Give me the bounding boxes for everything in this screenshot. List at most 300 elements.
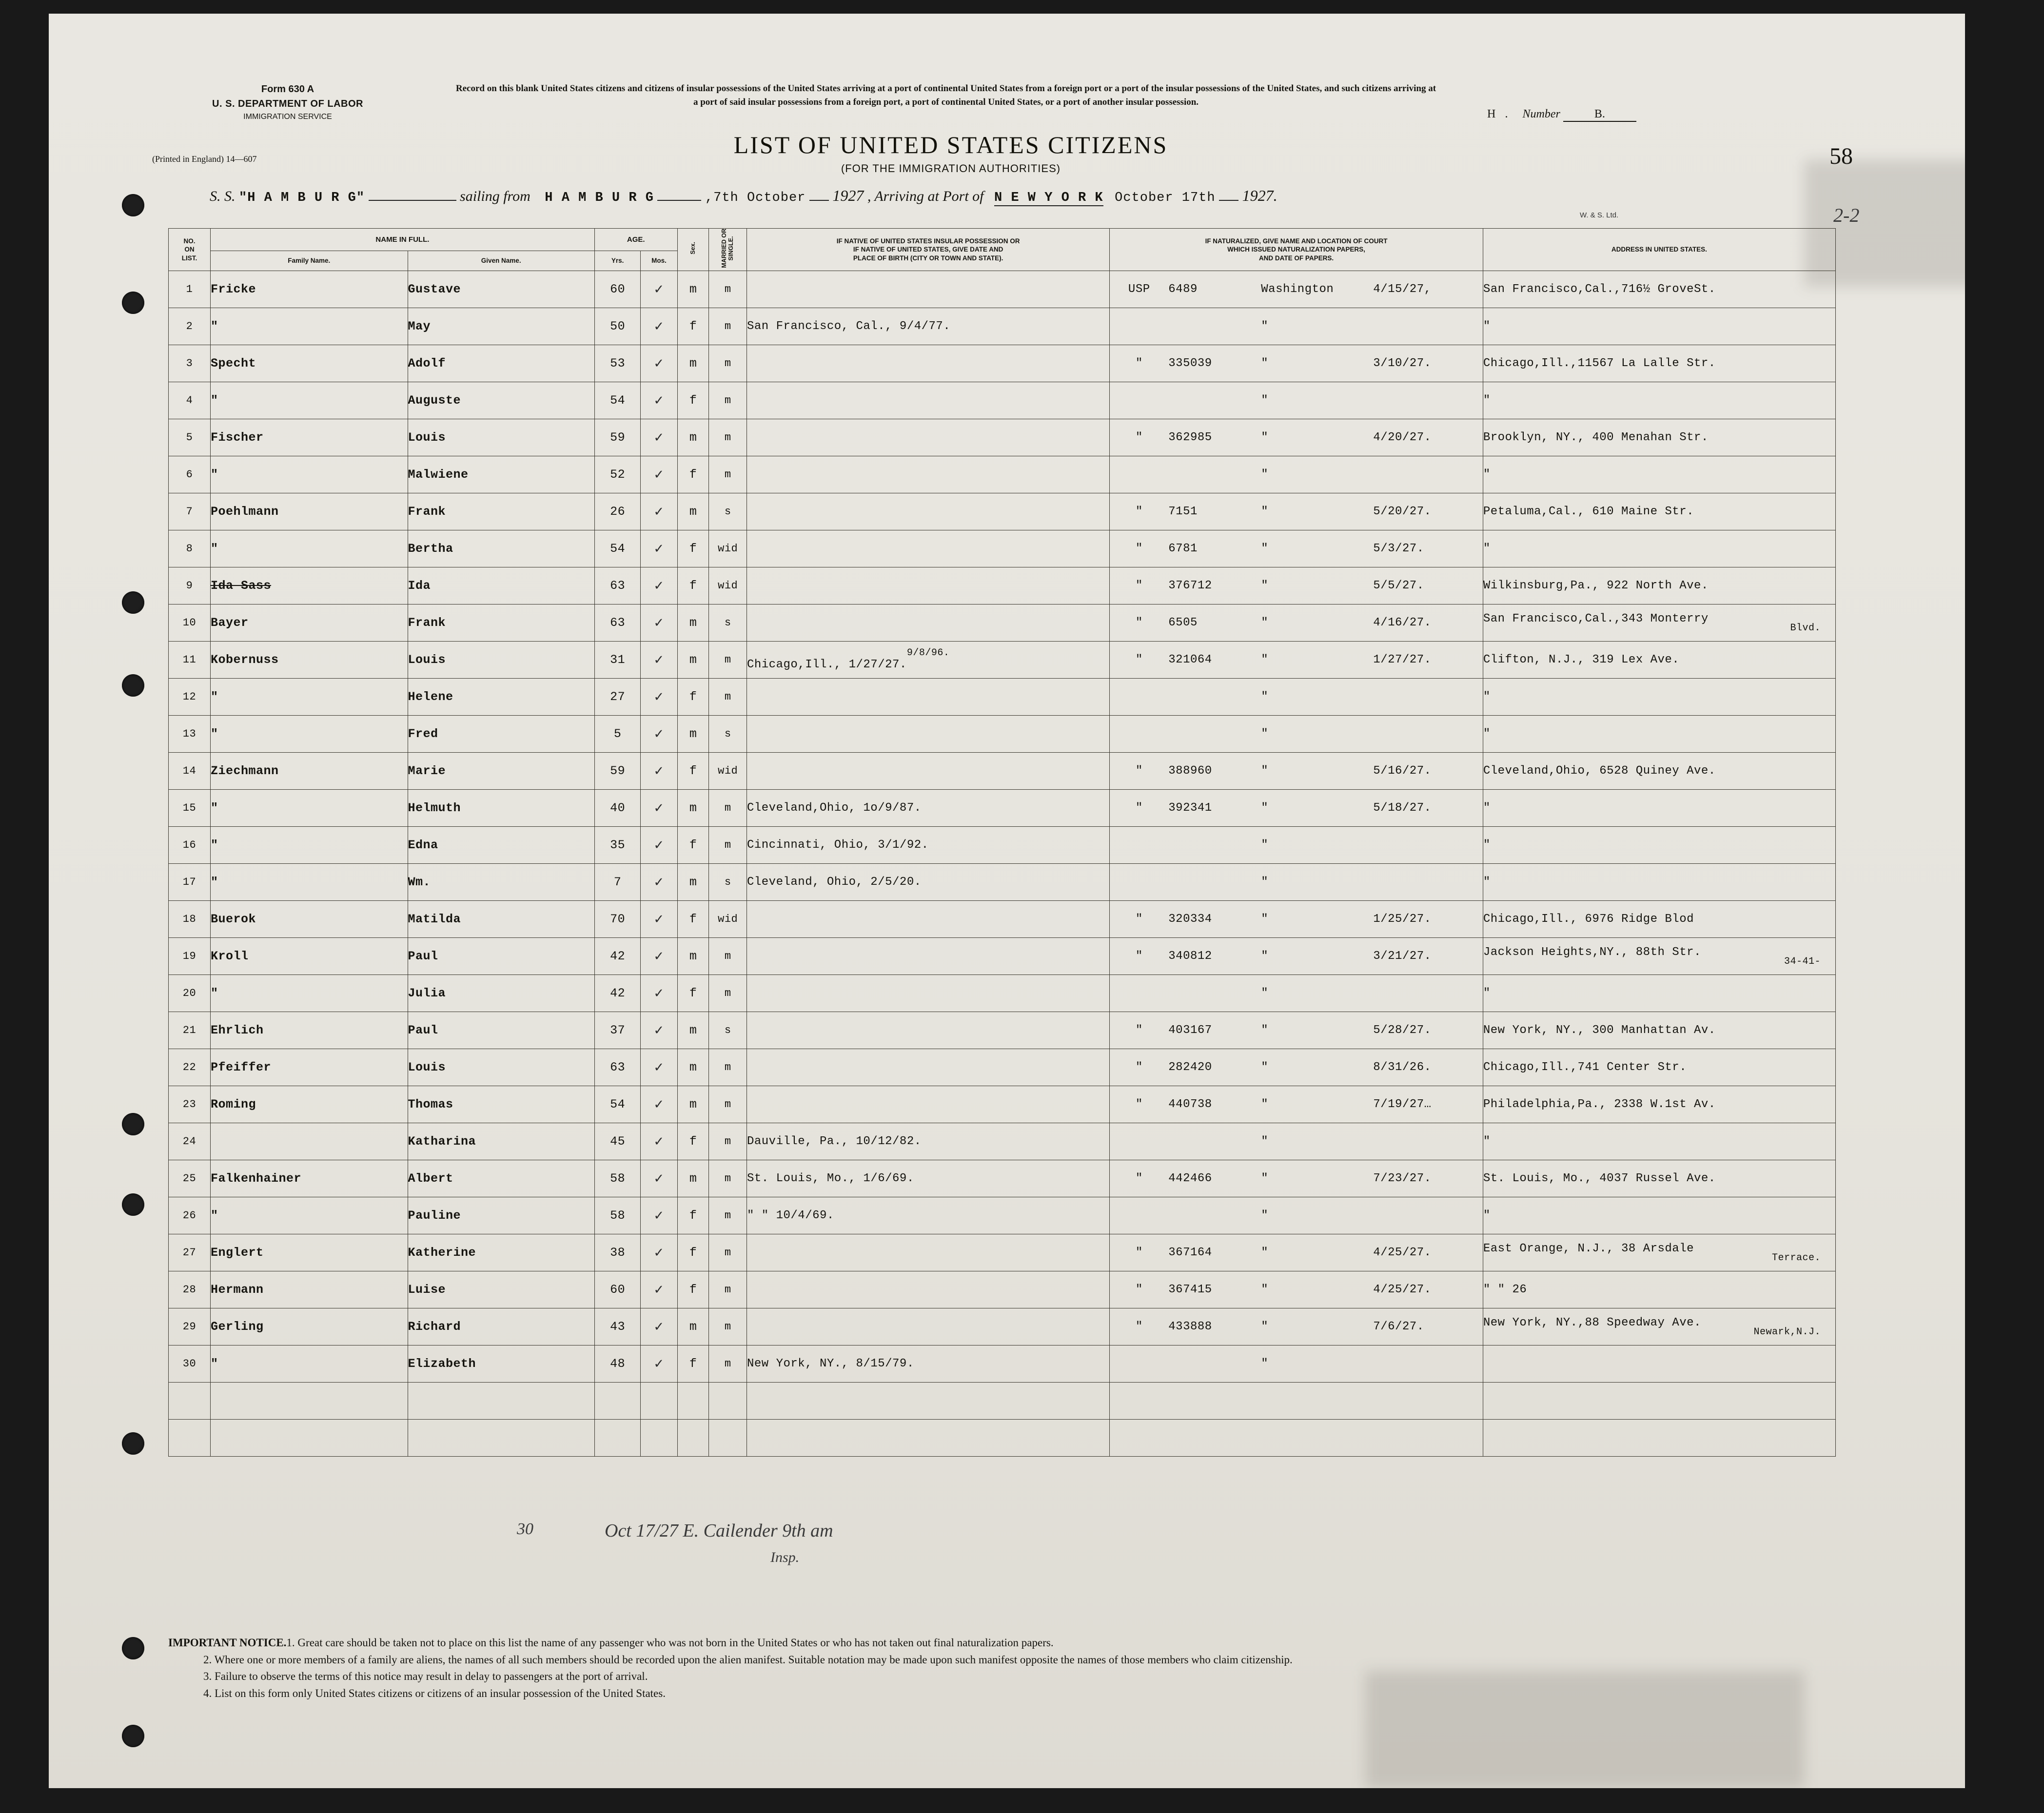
- cell-years: 38: [594, 1234, 641, 1271]
- table-row-blank: [169, 1420, 1836, 1457]
- cell-nat-prefix: ": [1135, 1320, 1143, 1334]
- cell-naturalization: [1110, 716, 1483, 753]
- cell-birth-place-date: [747, 1086, 1109, 1123]
- handwritten-annotation-insp: Insp.: [770, 1549, 800, 1565]
- printer-mark: W. & S. Ltd.: [1580, 211, 1619, 219]
- cell-given-name: Louis: [408, 642, 594, 679]
- cell-no: 7: [169, 493, 211, 530]
- cell-no: 21: [169, 1012, 211, 1049]
- cell-given-name: Ida: [408, 567, 594, 604]
- number-label: Number: [1522, 108, 1560, 120]
- cell-naturalization: [1110, 271, 1483, 308]
- table-row: [169, 567, 1836, 604]
- cell-address: New York, NY., 300 Manhattan Av.: [1483, 1012, 1835, 1049]
- punch-hole: [122, 1637, 144, 1659]
- cell-blank: [1483, 1383, 1835, 1420]
- cell-family-name: Specht: [211, 345, 408, 382]
- cell-blank: [709, 1383, 747, 1420]
- cell-given-name: Fred: [408, 716, 594, 753]
- cell-months: ✓: [641, 382, 677, 419]
- arrival-date: October 17th: [1115, 191, 1216, 205]
- cell-nat-date: 4/25/27.: [1373, 1246, 1432, 1260]
- table-row: [169, 790, 1836, 827]
- cell-married-single: m: [709, 1160, 747, 1197]
- cell-address: Chicago,Ill.,741 Center Str.: [1483, 1049, 1835, 1086]
- cell-family-name: Ehrlich: [211, 1012, 408, 1049]
- cell-given-name: Matilda: [408, 901, 594, 938]
- cell-birth-place-date: Dauville, Pa., 10/12/82.: [747, 1123, 1109, 1160]
- table-row: [169, 456, 1836, 493]
- cell-years: 26: [594, 493, 641, 530]
- cell-address: ": [1483, 456, 1835, 493]
- cell-months: ✓: [641, 419, 677, 456]
- cell-blank: [169, 1383, 211, 1420]
- col-native-birth: IF NATIVE OF UNITED STATES INSULAR POSSESSION OR IF NATIVE OF UNITED STATES, GIVE DATE AND PLACE OF BIRTH (CITY OR TOWN AND STATE).: [747, 229, 1109, 271]
- service-name: IMMIGRATION SERVICE: [243, 113, 332, 121]
- cell-given-name: Marie: [408, 753, 594, 790]
- cell-birth-place-date: [747, 938, 1109, 975]
- cell-birth-place-date: [747, 456, 1109, 493]
- cell-nat-date: 7/6/27.: [1373, 1320, 1424, 1334]
- cell-blank: [641, 1383, 677, 1420]
- cell-months: ✓: [641, 1012, 677, 1049]
- cell-years: 40: [594, 790, 641, 827]
- col-no-on-list: NO. ON LIST.: [169, 229, 211, 271]
- ss-label: S. S.: [210, 188, 236, 204]
- cell-birth-place-date: New York, NY., 8/15/79.: [747, 1345, 1109, 1383]
- cell-nat-prefix: ": [1135, 653, 1143, 667]
- cell-years: 5: [594, 716, 641, 753]
- cell-naturalization: [1110, 493, 1483, 530]
- cell-sex: m: [677, 864, 709, 901]
- notice-item-1: 1. Great care should be taken not to place on this list the name of any passenger who was not born in the United States or who has not taken out final naturalization papers.: [286, 1637, 1054, 1649]
- cell-address: ": [1483, 790, 1835, 827]
- cell-nat-prefix: ": [1135, 431, 1143, 445]
- cell-sex: m: [677, 419, 709, 456]
- cell-nat-court: ": [1261, 616, 1269, 630]
- cell-months: ✓: [641, 901, 677, 938]
- cell-family-name: ": [211, 679, 408, 716]
- cell-months: ✓: [641, 753, 677, 790]
- cell-years: 60: [594, 1271, 641, 1308]
- cell-years: 37: [594, 1012, 641, 1049]
- cell-years: 35: [594, 827, 641, 864]
- cell-months: ✓: [641, 1345, 677, 1383]
- cell-blank: [169, 1420, 211, 1457]
- cell-months: ✓: [641, 1234, 677, 1271]
- cell-no: 23: [169, 1086, 211, 1123]
- cell-nat-date: 7/19/27…: [1373, 1098, 1432, 1111]
- cell-months: ✓: [641, 790, 677, 827]
- scan-edge-top: [0, 0, 2044, 14]
- cell-no: 19: [169, 938, 211, 975]
- cell-birth-place-date: [747, 716, 1109, 753]
- cell-family-name: ": [211, 827, 408, 864]
- cell-nat-court: Washington: [1261, 283, 1334, 296]
- cell-birth-place-date: San Francisco, Cal., 9/4/77.: [747, 308, 1109, 345]
- cell-given-name: Julia: [408, 975, 594, 1012]
- cell-nat-number: 376712: [1168, 579, 1212, 593]
- cell-years: 52: [594, 456, 641, 493]
- table-row: [169, 1308, 1836, 1345]
- cell-family-name: Pfeiffer: [211, 1049, 408, 1086]
- cell-address: ": [1483, 1197, 1835, 1234]
- punch-hole: [122, 674, 144, 697]
- cell-sex: f: [677, 308, 709, 345]
- table-row: [169, 1234, 1836, 1271]
- cell-family-name: ": [211, 716, 408, 753]
- cell-sex: m: [677, 271, 709, 308]
- cell-birth-place-date: St. Louis, Mo., 1/6/69.: [747, 1160, 1109, 1197]
- cell-nat-date: 4/25/27.: [1373, 1283, 1432, 1297]
- cell-no: 14: [169, 753, 211, 790]
- cell-given-name: Adolf: [408, 345, 594, 382]
- cell-months: ✓: [641, 1086, 677, 1123]
- cell-nat-prefix: USP: [1128, 283, 1150, 296]
- cell-nat-date: 5/20/27.: [1373, 505, 1432, 519]
- punch-hole: [122, 1193, 144, 1216]
- cell-naturalization: [1110, 753, 1483, 790]
- cell-nat-date: 3/21/27.: [1373, 950, 1432, 963]
- cell-family-name: Buerok: [211, 901, 408, 938]
- cell-address: ": [1483, 827, 1835, 864]
- cell-address: ": [1483, 716, 1835, 753]
- handwritten-annotation-stamp: 2-2: [1833, 204, 1860, 226]
- cell-birth-place-date: 9/8/96. Chicago,Ill., 1/27/27.: [747, 642, 1109, 679]
- cell-years: 54: [594, 1086, 641, 1123]
- cell-naturalization: [1110, 604, 1483, 642]
- cell-naturalization: [1110, 456, 1483, 493]
- cell-address: [1483, 1345, 1835, 1383]
- cell-months: ✓: [641, 1160, 677, 1197]
- cell-nat-prefix: ": [1135, 1283, 1143, 1297]
- cell-nat-court: ": [1261, 1172, 1269, 1186]
- cell-sex: m: [677, 493, 709, 530]
- cell-married-single: m: [709, 382, 747, 419]
- table-row: [169, 827, 1836, 864]
- cell-months: ✓: [641, 938, 677, 975]
- table-row: [169, 1123, 1836, 1160]
- cell-married-single: wid: [709, 753, 747, 790]
- col-years: Yrs.: [594, 251, 641, 271]
- cell-nat-court: ": [1261, 727, 1269, 741]
- cell-nat-number: 6781: [1168, 542, 1198, 556]
- cell-family-name: Fricke: [211, 271, 408, 308]
- punch-hole: [122, 591, 144, 614]
- cell-address: San Francisco,Cal.,343 Monterry Blvd.: [1483, 604, 1835, 642]
- cell-given-name: Louis: [408, 1049, 594, 1086]
- cell-married-single: s: [709, 864, 747, 901]
- table-row: [169, 345, 1836, 382]
- cell-nat-date: 1/27/27.: [1373, 653, 1432, 667]
- cell-given-name: Edna: [408, 827, 594, 864]
- cell-birth-place-date: [747, 382, 1109, 419]
- table-row: [169, 1345, 1836, 1383]
- cell-nat-court: ": [1261, 690, 1269, 704]
- cell-family-name: Hermann: [211, 1271, 408, 1308]
- cell-no: 25: [169, 1160, 211, 1197]
- cell-blank: [677, 1383, 709, 1420]
- cell-naturalization: [1110, 1234, 1483, 1271]
- cell-birth-place-date: [747, 604, 1109, 642]
- cell-no: 18: [169, 901, 211, 938]
- notice-item-4: 4. List on this form only United States citizens or citizens of an insular possession of the United States.: [203, 1687, 666, 1699]
- cell-married-single: m: [709, 1234, 747, 1271]
- cell-family-name: Poehlmann: [211, 493, 408, 530]
- cell-naturalization: [1110, 1049, 1483, 1086]
- table-row: [169, 975, 1836, 1012]
- table-row: [169, 642, 1836, 679]
- cell-birth-place-date: [747, 271, 1109, 308]
- cell-address: East Orange, N.J., 38 Arsdale Terrace.: [1483, 1234, 1835, 1271]
- cell-address: ": [1483, 382, 1835, 419]
- cell-no: 27: [169, 1234, 211, 1271]
- cell-blank: [1483, 1420, 1835, 1457]
- cell-given-name: Luise: [408, 1271, 594, 1308]
- cell-sex: f: [677, 827, 709, 864]
- table-row: [169, 679, 1836, 716]
- cell-address: Philadelphia,Pa., 2338 W.1st Av.: [1483, 1086, 1835, 1123]
- hs-label: H.: [1487, 108, 1508, 120]
- cell-naturalization: [1110, 567, 1483, 604]
- cell-no: 24: [169, 1123, 211, 1160]
- table-row: [169, 901, 1836, 938]
- cell-nat-number: 367164: [1168, 1246, 1212, 1260]
- col-given-name: Given Name.: [408, 251, 594, 271]
- notice-line-1: [168, 1635, 1826, 1652]
- cell-years: 54: [594, 382, 641, 419]
- cell-naturalization: [1110, 790, 1483, 827]
- cell-birth-place-date: [747, 1049, 1109, 1086]
- cell-no: 4: [169, 382, 211, 419]
- cell-nat-court: ": [1261, 876, 1269, 889]
- cell-sex: m: [677, 790, 709, 827]
- important-notice: [168, 1635, 1826, 1702]
- hs-number-field: [1487, 106, 1636, 122]
- punch-hole: [122, 194, 144, 216]
- page-surface: [49, 14, 1965, 1788]
- cell-sex: m: [677, 604, 709, 642]
- cell-nat-prefix: ": [1135, 801, 1143, 815]
- cell-naturalization: [1110, 308, 1483, 345]
- scan-edge-bottom: [0, 1788, 2044, 1813]
- form-identification: [180, 82, 395, 123]
- departure-port: H A M B U R G: [545, 191, 654, 205]
- cell-nat-court: ": [1261, 579, 1269, 593]
- page-number: 58: [1829, 143, 1853, 169]
- cell-married-single: m: [709, 790, 747, 827]
- table-row: [169, 493, 1836, 530]
- cell-years: 59: [594, 419, 641, 456]
- cell-nat-court: ": [1261, 468, 1269, 482]
- cell-no: 12: [169, 679, 211, 716]
- notice-item-3: 3. Failure to observe the terms of this notice may result in delay to passengers at the port of arrival.: [203, 1670, 648, 1682]
- cell-nat-court: ": [1261, 801, 1269, 815]
- cell-address: Clifton, N.J., 319 Lex Ave.: [1483, 642, 1835, 679]
- cell-address: Jackson Heights,NY., 88th Str. 34-41-: [1483, 938, 1835, 975]
- cell-months: ✓: [641, 456, 677, 493]
- cell-family-name: ": [211, 864, 408, 901]
- table-row: [169, 382, 1836, 419]
- cell-given-name: Louis: [408, 419, 594, 456]
- cell-sex: m: [677, 345, 709, 382]
- cell-naturalization: [1110, 864, 1483, 901]
- cell-sex: m: [677, 642, 709, 679]
- cell-months: ✓: [641, 827, 677, 864]
- arrival-port: N E W Y O R K: [994, 191, 1103, 205]
- cell-nat-date: 5/5/27.: [1373, 579, 1424, 593]
- cell-no: 2: [169, 308, 211, 345]
- cell-married-single: m: [709, 1197, 747, 1234]
- cell-nat-number: 320334: [1168, 913, 1212, 926]
- cell-nat-date: 5/28/27.: [1373, 1024, 1432, 1037]
- cell-nat-prefix: ": [1135, 950, 1143, 963]
- cell-sex: f: [677, 382, 709, 419]
- cell-family-name: ": [211, 790, 408, 827]
- col-months: Mos.: [641, 251, 677, 271]
- cell-family-name: Fischer: [211, 419, 408, 456]
- cell-nat-number: 442466: [1168, 1172, 1212, 1186]
- table-row: [169, 530, 1836, 567]
- cell-birth-place-date: [747, 345, 1109, 382]
- cell-birth-place-date: Cleveland,Ohio, 1o/9/87.: [747, 790, 1109, 827]
- cell-nat-prefix: ": [1135, 505, 1143, 519]
- cell-family-name: Falkenhainer: [211, 1160, 408, 1197]
- cell-nat-prefix: ": [1135, 616, 1143, 630]
- cell-given-name: Katharina: [408, 1123, 594, 1160]
- cell-naturalization: [1110, 1160, 1483, 1197]
- col-married-single: MARRIED OR SINGLE.: [709, 229, 747, 271]
- cell-address: ": [1483, 864, 1835, 901]
- table-row: [169, 716, 1836, 753]
- cell-birth-place-date: [747, 1271, 1109, 1308]
- cell-sex: m: [677, 938, 709, 975]
- cell-given-name: Frank: [408, 493, 594, 530]
- cell-given-name: Helmuth: [408, 790, 594, 827]
- cell-naturalization: [1110, 419, 1483, 456]
- cell-given-name: Malwiene: [408, 456, 594, 493]
- cell-no: 20: [169, 975, 211, 1012]
- cell-address: Petaluma,Cal., 610 Maine Str.: [1483, 493, 1835, 530]
- cell-sex: m: [677, 716, 709, 753]
- sailing-from-label: sailing from: [460, 188, 531, 204]
- cell-address: Chicago,Ill.,11567 La Lalle Str.: [1483, 345, 1835, 382]
- cell-nat-prefix: ": [1135, 1246, 1143, 1260]
- cell-address: Wilkinsburg,Pa., 922 North Ave.: [1483, 567, 1835, 604]
- cell-sex: m: [677, 1049, 709, 1086]
- cell-family-name: ": [211, 1197, 408, 1234]
- col-name-in-full: NAME IN FULL.: [211, 229, 595, 251]
- cell-months: ✓: [641, 308, 677, 345]
- cell-birth-place-date: [747, 1234, 1109, 1271]
- cell-naturalization: [1110, 1086, 1483, 1123]
- cell-sex: f: [677, 1234, 709, 1271]
- cell-years: 48: [594, 1345, 641, 1383]
- cell-given-name: Pauline: [408, 1197, 594, 1234]
- cell-months: ✓: [641, 864, 677, 901]
- col-age: AGE.: [594, 229, 677, 251]
- cell-naturalization: [1110, 642, 1483, 679]
- cell-married-single: m: [709, 308, 747, 345]
- cell-family-name: Bayer: [211, 604, 408, 642]
- cell-blank: [211, 1383, 408, 1420]
- scan-edge-left: [0, 0, 49, 1813]
- cell-months: ✓: [641, 642, 677, 679]
- cell-family-name: ": [211, 975, 408, 1012]
- cell-sex: f: [677, 1345, 709, 1383]
- cell-given-name: Helene: [408, 679, 594, 716]
- cell-no: 13: [169, 716, 211, 753]
- cell-months: ✓: [641, 345, 677, 382]
- cell-birth-place-date: [747, 679, 1109, 716]
- cell-nat-number: 433888: [1168, 1320, 1212, 1334]
- cell-years: 54: [594, 530, 641, 567]
- cell-nat-court: ": [1261, 505, 1269, 519]
- col-address: ADDRESS IN UNITED STATES.: [1483, 229, 1835, 271]
- cell-family-name: ": [211, 530, 408, 567]
- cell-given-name: Richard: [408, 1308, 594, 1345]
- cell-married-single: m: [709, 345, 747, 382]
- cell-married-single: s: [709, 604, 747, 642]
- cell-address: St. Louis, Mo., 4037 Russel Ave.: [1483, 1160, 1835, 1197]
- cell-months: ✓: [641, 493, 677, 530]
- table-row-blank: [169, 1383, 1836, 1420]
- cell-naturalization: [1110, 1012, 1483, 1049]
- cell-sex: f: [677, 679, 709, 716]
- cell-married-single: m: [709, 642, 747, 679]
- punch-hole: [122, 1432, 144, 1455]
- cell-months: ✓: [641, 1049, 677, 1086]
- cell-married-single: m: [709, 938, 747, 975]
- cell-family-name: [211, 1123, 408, 1160]
- arriving-label: , Arriving at Port of: [867, 188, 984, 204]
- cell-nat-number: 7151: [1168, 505, 1198, 519]
- cell-birth-place-date: [747, 419, 1109, 456]
- cell-married-single: wid: [709, 901, 747, 938]
- cell-months: ✓: [641, 1271, 677, 1308]
- cell-nat-prefix: ": [1135, 357, 1143, 370]
- notice-heading: IMPORTANT NOTICE.: [168, 1637, 287, 1649]
- cell-given-name: Bertha: [408, 530, 594, 567]
- cell-blank: [594, 1383, 641, 1420]
- cell-birth-place-date: " " 10/4/69.: [747, 1197, 1109, 1234]
- cell-naturalization: [1110, 530, 1483, 567]
- cell-naturalization: [1110, 901, 1483, 938]
- cell-family-name: ": [211, 456, 408, 493]
- cell-nat-court: ": [1261, 950, 1269, 963]
- col-family-name: Family Name.: [211, 251, 408, 271]
- cell-blank: [709, 1420, 747, 1457]
- cell-sex: f: [677, 530, 709, 567]
- cell-given-name: Elizabeth: [408, 1345, 594, 1383]
- cell-sex: f: [677, 1197, 709, 1234]
- cell-address: Cleveland,Ohio, 6528 Quiney Ave.: [1483, 753, 1835, 790]
- cell-address: ": [1483, 975, 1835, 1012]
- cell-birth-place-date: [747, 1012, 1109, 1049]
- cell-family-name: ": [211, 1345, 408, 1383]
- cell-married-single: s: [709, 1012, 747, 1049]
- cell-blank: [641, 1420, 677, 1457]
- cell-no: 1: [169, 271, 211, 308]
- cell-nat-prefix: ": [1135, 542, 1143, 556]
- cell-years: 53: [594, 345, 641, 382]
- cell-birth-place-date: [747, 901, 1109, 938]
- cell-sex: m: [677, 1012, 709, 1049]
- cell-no: 17: [169, 864, 211, 901]
- cell-address: Chicago,Ill., 6976 Ridge Blod: [1483, 901, 1835, 938]
- cell-nat-prefix: ": [1135, 1024, 1143, 1037]
- cell-naturalization: [1110, 975, 1483, 1012]
